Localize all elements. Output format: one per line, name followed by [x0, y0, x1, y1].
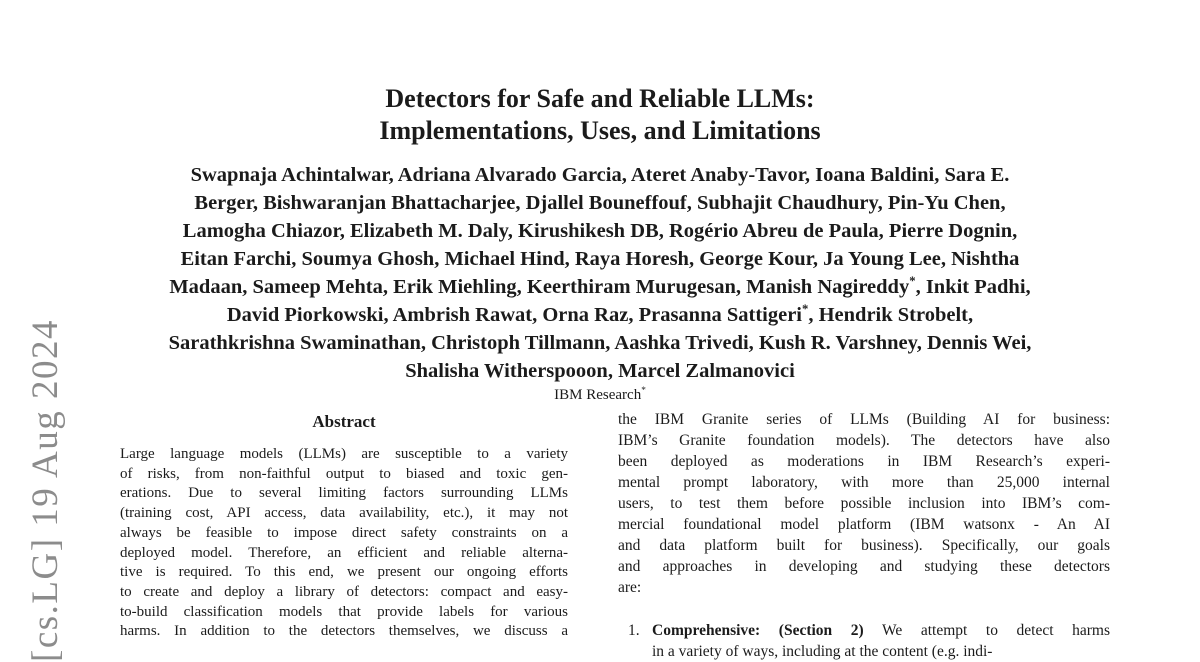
affiliation-mark: *: [909, 274, 916, 289]
body-line: and data platform built for business). Specifically, our goals: [618, 537, 1110, 554]
abstract-heading: Abstract: [312, 412, 376, 431]
author-line: Swapnaja Achintalwar, Adriana Alvarado Garcia, Ateret Anaby-Tavor, Ioana Baldini, Sara E.: [190, 164, 1010, 186]
body-line: users, to test them before possible inclusion into IBM’s com-: [618, 495, 1110, 512]
affiliation-mark: *: [641, 386, 646, 396]
abstract-section: [120, 412, 568, 642]
list-item-lead: Comprehensive: (Section 2): [652, 622, 864, 639]
list-item-line: in a variety of ways, including at the content (e.g. indi-: [652, 643, 993, 660]
author-line: Lamogha Chiazor, Elizabeth M. Daly, Kirushikesh DB, Rogério Abreu de Paula, Pierre Dognin,: [182, 220, 1018, 242]
body-line: mercial foundational model platform (IBM watsonx - An AI: [618, 516, 1110, 533]
abstract-line: tive is required. To this end, we present our ongoing efforts: [120, 564, 568, 581]
affiliation: IBM Research*: [554, 386, 646, 403]
body-line: are:: [618, 579, 642, 596]
paper-title: [0, 83, 1200, 147]
body-column: [618, 409, 1110, 662]
author-list: [0, 161, 1200, 385]
body-line: and approaches in developing and studying these detectors: [618, 558, 1110, 575]
author-line: Shalisha Witherspooon, Marcel Zalmanovici: [405, 360, 795, 382]
abstract-line: of risks, from non-faithful output to biased and toxic gen-: [120, 465, 568, 482]
paper-title-line2: Implementations, Uses, and Limitations: [379, 116, 821, 145]
abstract-line: erations. Due to several limiting factors surrounding LLMs: [120, 485, 568, 502]
abstract-line: (training cost, API access, data availability, etc.), it may not: [120, 505, 568, 522]
body-line: been deployed as moderations in IBM Research’s experi-: [618, 453, 1110, 470]
author-line: Berger, Bishwaranjan Bhattacharjee, Djallel Bouneffouf, Subhajit Chaudhury, Pin-Yu Chen,: [194, 192, 1006, 214]
abstract-line: to-build classification models that provide labels for various: [120, 603, 568, 620]
body-line: the IBM Granite series of LLMs (Building AI for business:: [618, 411, 1110, 428]
paper-title-line1: Detectors for Safe and Reliable LLMs:: [385, 84, 815, 113]
list-item-number: 1.: [628, 622, 640, 639]
author-line: Madaan, Sameep Mehta, Erik Miehling, Keerthiram Murugesan, Manish Nagireddy*, Inkit Padhi,: [169, 274, 1031, 298]
list-item-line: Comprehensive: (Section 2) We attempt to detect harms: [652, 622, 1110, 639]
body-line: mental prompt laboratory, with more than 25,000 internal: [618, 474, 1110, 491]
author-line: Sarathkrishna Swaminathan, Christoph Tillmann, Aashka Trivedi, Kush R. Varshney, Dennis Wei,: [168, 332, 1032, 354]
list-item-1: [618, 620, 1110, 662]
abstract-line: to create and deploy a library of detectors: compact and easy-: [120, 583, 568, 600]
abstract-line: always be feasible to impose direct safety constraints on a: [120, 524, 568, 541]
body-line: IBM’s Granite foundation models). The detectors have also: [618, 432, 1110, 449]
author-line: Eitan Farchi, Soumya Ghosh, Michael Hind, Raya Horesh, George Kour, Ja Young Lee, Nishtha: [180, 248, 1020, 270]
arxiv-watermark: [cs.LG] 19 Aug 2024: [25, 319, 66, 662]
author-line: David Piorkowski, Ambrish Rawat, Orna Raz, Prasanna Sattigeri*, Hendrik Strobelt,: [226, 302, 974, 326]
affiliation-mark: *: [802, 302, 809, 317]
abstract-line: deployed model. Therefore, an efficient and reliable alterna-: [120, 544, 568, 561]
abstract-line: harms. In addition to the detectors themselves, we discuss a: [120, 623, 568, 640]
abstract-line: Large language models (LLMs) are susceptible to a variety: [120, 446, 568, 462]
